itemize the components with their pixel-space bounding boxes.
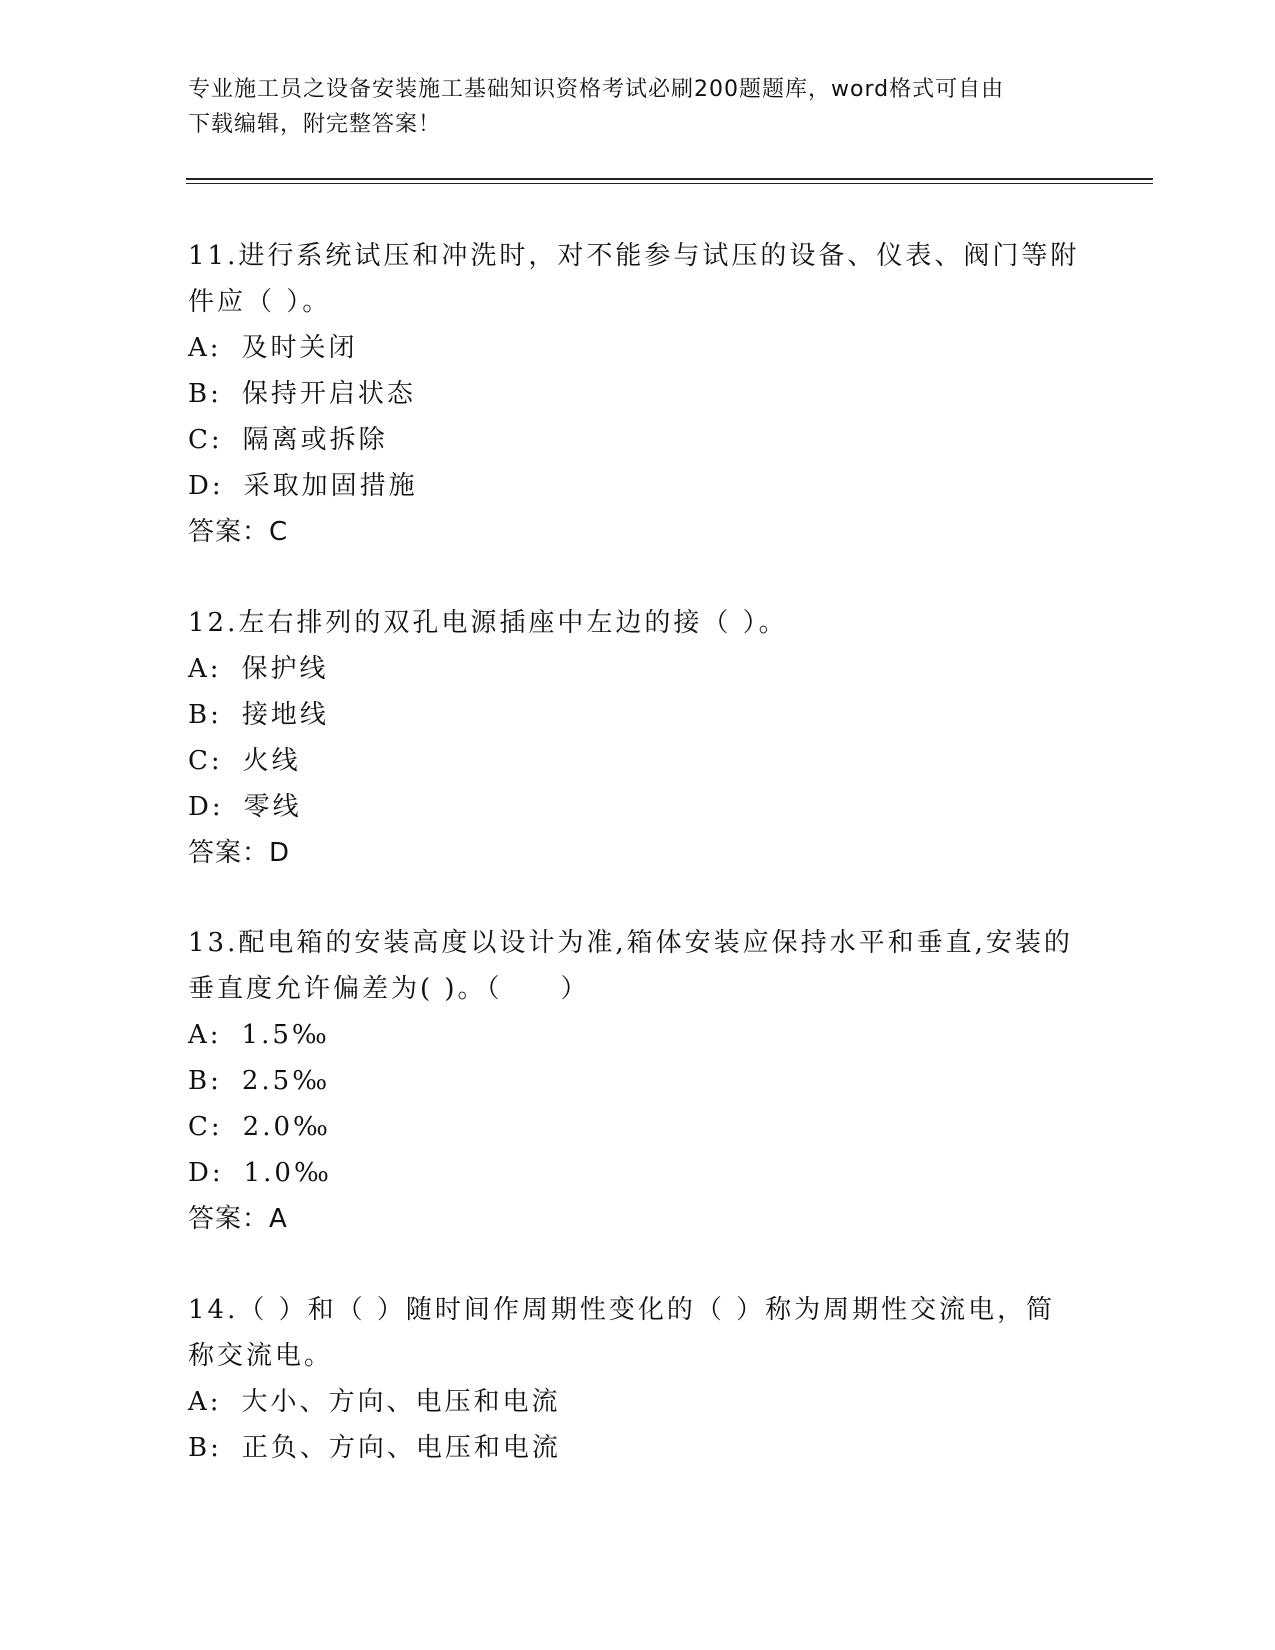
question-13: [188, 920, 1088, 1242]
question-stem: [188, 233, 1088, 325]
question-stem-line-2: 件应（ ）。: [188, 287, 332, 317]
option-list: [188, 325, 1088, 509]
option-text: 1.5‰: [241, 1020, 330, 1050]
option-key: A:: [188, 1020, 222, 1050]
question-stem-line-1: 11.进行系统试压和冲洗时，对不能参与试压的设备、仪表、阀门等附: [188, 241, 1080, 271]
option-b: [188, 1425, 1088, 1471]
option-a: [188, 1012, 1088, 1058]
header-divider-thin: [186, 183, 1153, 184]
option-text: 保持开启状态: [241, 379, 416, 409]
option-key: D:: [188, 1158, 224, 1188]
option-key: B:: [188, 379, 222, 409]
option-d: [188, 463, 1088, 509]
option-text: 采取加固措施: [243, 471, 418, 501]
answer-line: 答案：A: [188, 1204, 288, 1234]
option-key: D:: [188, 792, 224, 822]
option-text: 1.0‰: [243, 1158, 332, 1188]
option-text: 火线: [242, 746, 301, 776]
option-key: B:: [188, 700, 222, 730]
option-key: A:: [188, 654, 222, 684]
question-stem-line-1: 12.左右排列的双孔电源插座中左边的接（ ）。: [188, 608, 788, 638]
option-c: [188, 738, 1088, 784]
header-line-1: 专业施工员之设备安装施工基础知识资格考试必刷200题题库，word格式可自由: [188, 77, 1005, 102]
question-stem: [188, 600, 1088, 646]
option-key: C:: [188, 425, 223, 455]
question-12: [188, 600, 1088, 876]
option-text: 零线: [243, 792, 302, 822]
question-stem-line-1: 14.（ ）和（ ）随时间作周期性变化的（ ）称为周期性交流电，简: [188, 1295, 1056, 1325]
question-11: [188, 233, 1088, 555]
document-header: [188, 72, 1068, 142]
option-b: [188, 692, 1088, 738]
option-text: 2.5‰: [241, 1066, 331, 1096]
question-stem-line-1: 13.配电箱的安装高度以设计为准,箱体安装应保持水平和垂直,安装的: [188, 928, 1073, 958]
option-key: A:: [188, 333, 222, 363]
option-d: [188, 1150, 1088, 1196]
question-stem-line-2: 称交流电。: [188, 1341, 334, 1371]
answer-line: 答案：D: [188, 838, 291, 868]
question-stem-line-2: 垂直度允许偏差为( )。（ ）: [188, 974, 590, 1004]
option-key: A:: [188, 1387, 222, 1417]
option-c: [188, 1104, 1088, 1150]
option-text: 保护线: [241, 654, 329, 684]
question-stem: [188, 920, 1088, 1012]
option-key: B:: [188, 1433, 222, 1463]
question-stem: [188, 1287, 1088, 1379]
option-b: [188, 371, 1088, 417]
option-list: [188, 1379, 1088, 1471]
option-text: 正负、方向、电压和电流: [241, 1433, 561, 1463]
option-a: [188, 1379, 1088, 1425]
question-14: [188, 1287, 1088, 1471]
option-text: 大小、方向、电压和电流: [241, 1387, 561, 1417]
option-key: C:: [188, 746, 223, 776]
option-a: [188, 325, 1088, 371]
option-b: [188, 1058, 1088, 1104]
option-text: 接地线: [241, 700, 329, 730]
option-key: D:: [188, 471, 224, 501]
option-list: [188, 646, 1088, 830]
option-text: 2.0‰: [242, 1112, 331, 1142]
header-divider-thick: [186, 178, 1153, 180]
option-key: B:: [188, 1066, 222, 1096]
option-text: 隔离或拆除: [242, 425, 388, 455]
answer-line: 答案：C: [188, 517, 289, 547]
header-line-2: 下载编辑，附完整答案！: [188, 112, 442, 137]
option-list: [188, 1012, 1088, 1196]
option-c: [188, 417, 1088, 463]
option-d: [188, 784, 1088, 830]
option-text: 及时关闭: [241, 333, 358, 363]
option-key: C:: [188, 1112, 223, 1142]
option-a: [188, 646, 1088, 692]
